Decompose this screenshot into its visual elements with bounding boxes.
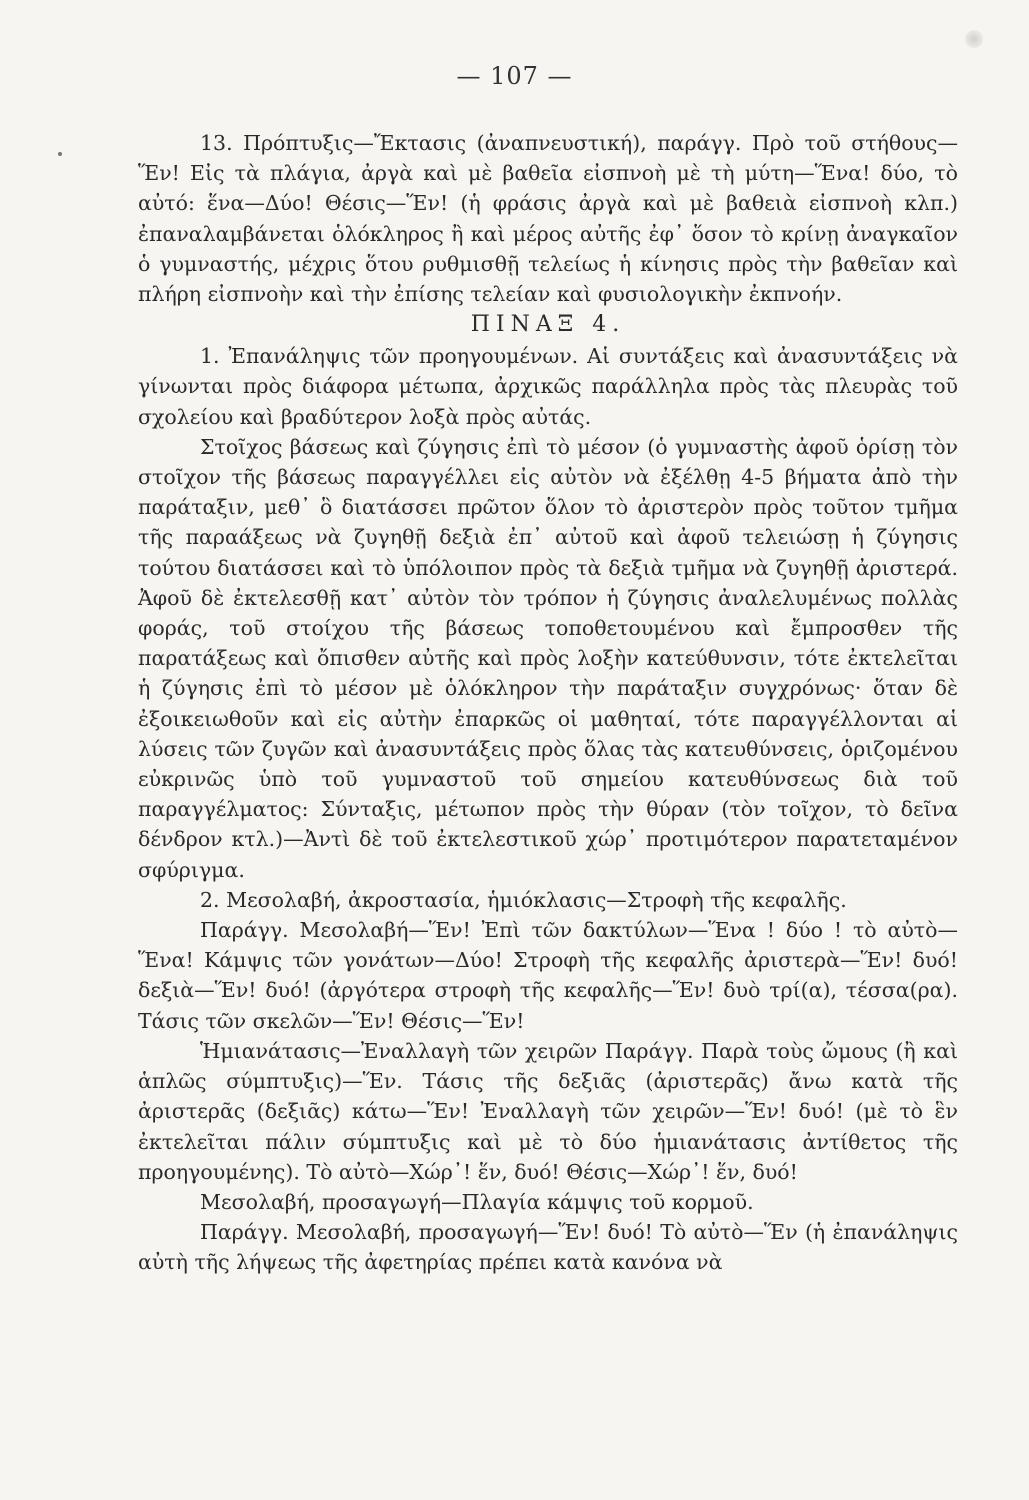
paragraph-alignment: Στοῖχος βάσεως καὶ ζύγησις ἐπὶ τὸ μέσον (ὁ γυμναστὴς ἀφοῦ ὁρίσῃ τὸν στοῖχον τῆς βάσεως παραγγέλλει εἰς αὐτὸν νὰ ἐξέλθῃ 4-5 βήματα ἀπὸ τὴν παράταξιν, μεθ᾿ ὃ διατάσσει πρῶτον ὅλον τὸ ἀριστερὸν πρὸς τοῦτον τμῆμα τῆς παραάξεως νὰ ζυγηθῇ δεξιὰ ἐπ᾿ αὐτοῦ καὶ ἀφοῦ τελειώσῃ ἡ ζύγησις τούτου διατάσσει καὶ τὸ ὑπόλοιπον πρὸς τὰ δεξιὰ τμῆμα νὰ ζυγηθῇ ἀριστερά. Ἀφοῦ δὲ ἐκτελεσθῇ κατ᾿ αὐτὸν τὸν τρόπον ἡ ζύγησις ἀναλελυμένως πολλὰς φοράς, τοῦ στοίχου τῆς βάσεως τοποθετουμένου καὶ ἔμπροσθεν τῆς παρατάξεως καὶ ὄπισθεν αὐτῆς καὶ πρὸς λοξὴν κατεύθυνσιν, τότε ἐκτελεῖται ἡ ζύγησις ἐπὶ τὸ μέσον μὲ ὁλόκληρον τὴν παράταξιν συγχρόνως· ὅταν δὲ ἐξοικειωθοῦν καὶ εἰς αὐτὴν ἐπαρκῶς οἱ μαθηταί, τότε παραγγέλλονται αἱ λύσεις τῶν ζυγῶν καὶ ἀνασυντάξεις πρὸς ὅλας τὰς κατευθύνσεις, ὁριζομένου εὐκρινῶς ὑπὸ τοῦ γυμναστοῦ τοῦ σημείου κατευθύνσεως διὰ τοῦ παραγγέλματος: Σύνταξις, μέτωπον πρὸς τὴν θύραν (τὸν τοῖχον, τὸ δεῖνα δένδρον κτλ.)—Ἀντὶ δὲ τοῦ ἐκτελεστικοῦ χώρ᾿ προτιμότερον παρατεταμένον σφύριγμα. <box>138 434 958 882</box>
paragraph-command-head: Παράγγ. Μεσολαβή—Ἕν! Ἐπὶ τῶν δακτύλων—Ἕνα ! δύο ! τὸ αὐτὸ—Ἕνα! Κάμψις τῶν γονάτων—Δύο! Στροφὴ τῆς κεφαλῆς ἀριστερὰ—Ἕν! δυό! δεξιὰ—Ἕν! δυό! (ἀργότερα στροφὴ τῆς κεφαλῆς—Ἕν! δυὸ τρί(α), τέσσα(ρα). Τάσις τῶν σκελῶν—Ἕν! Θέσις—Ἕν! <box>138 918 958 1033</box>
paper-stain <box>965 30 983 48</box>
page-number: — 107 — <box>456 62 573 90</box>
paragraph-exercise-13: 13. Πρόπτυξις—Ἔκτασις (ἀναπνευστική), παράγγ. Πρὸ τοῦ στήθους—Ἕν! Εἰς τὰ πλάγια, ἀργὰ καὶ μὲ βαθεῖα εἰσπνοὴ μὲ τὴ μύτη—Ἕνα! δύο, τὸ αὐτό: ἕνα—Δύο! Θέσις—Ἕν! (ἡ φράσις ἀργὰ καὶ μὲ βαθειὰ εἰσπνοὴ κλπ.) ἐπαναλαμβάνεται ὁλόκληρος ἢ καὶ μέρος αὐτῆς ἐφ᾿ ὅσον τὸ κρίνῃ ἀναγκαῖον ὁ γυμναστής, μέχρις ὅτου ρυθμισθῇ τελείως ἡ κίνησις πρὸς τὴν βαθεῖαν καὶ πλήρη εἰσπνοὴν καὶ τὴν ἐπίσης τελείαν καὶ φυσιολογικὴν ἐκπνοήν. <box>138 131 958 307</box>
paragraph-trunk-bend-command: Παράγγ. Μεσολαβή, προσαγωγή—Ἕν! δυό! Τὸ αὐτὸ—Ἕν (ἡ ἐπανάληψις αὐτὴ τῆς λήψεως τῆς ἀφετηρίας πρέπει κατὰ κανόνα νὰ <box>138 1220 958 1275</box>
paragraph-item-1: 1. Ἐπανάληψις τῶν προηγουμένων. Αἱ συντάξεις καὶ ἀνασυντάξεις νὰ γίνωνται πρὸς διάφορα μέτωπα, ἀρχικῶς παράλληλα πρὸς τὰς πλευρὰς τοῦ σχολείου καὶ βραδύτερον λοξὰ πρὸς αὐτάς. <box>138 344 958 429</box>
paragraph-item-2: 2. Μεσολαβή, ἀκροστασία, ἡμιόκλασις—Στροφὴ τῆς κεφαλῆς. <box>200 887 847 912</box>
margin-mark <box>58 152 62 156</box>
page-body <box>138 128 958 1278</box>
table-heading: ΠΙΝΑΞ 4. <box>470 312 626 338</box>
paragraph-trunk-bend-title: Μεσολαβή, προσαγωγή—Πλαγία κάμψις τοῦ κορμοῦ. <box>200 1189 754 1214</box>
paragraph-arm-exchange: Ἡμιανάτασις—Ἐναλλαγὴ τῶν χειρῶν Παράγγ. Παρὰ τοὺς ὤμους (ἢ καὶ ἁπλῶς σύμπτυξις)—Ἕν. Τάσις τῆς δεξιᾶς (ἀριστερᾶς) ἄνω κατὰ τῆς ἀριστερᾶς (δεξιᾶς) κάτω—Ἕν! Ἐναλλαγὴ τῶν χειρῶν—Ἕν! δυό! (μὲ τὸ ἓν ἐκτελεῖται πάλιν σύμπτυξις καὶ μὲ τὸ δύο ἡμιανάτασις ἀντίθετος τῆς προηγουμένης). Τὸ αὐτὸ—Χώρ᾿! ἕν, δυό! Θέσις—Χώρ᾿! ἕν, δυό! <box>138 1038 958 1184</box>
